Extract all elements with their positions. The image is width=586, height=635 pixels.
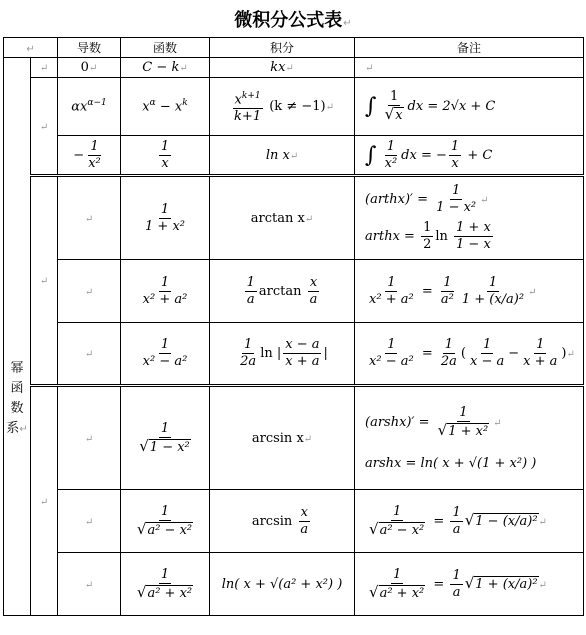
cell-derivative: ↵ — [58, 176, 121, 260]
cell-note: 1 √ a² − x² = $\frac{1}{a}$ √ 1 − (x/a)²↵ — [355, 490, 584, 553]
cell-function: 1 √ a² − x² — [121, 490, 210, 553]
cell-function: $\frac{1}{x}$ — [121, 136, 210, 176]
header-integral: 积分 — [210, 38, 355, 58]
cell-derivative: ↵ — [58, 490, 121, 553]
side-label: 幂 函 数 系↵ — [4, 58, 31, 616]
cell-function: $\frac{1}{\text{1 + x²}}$ — [121, 176, 210, 260]
table-row — [4, 176, 584, 260]
table-row — [4, 260, 584, 323]
formula-table — [3, 37, 584, 616]
group-mark: ↵ — [31, 386, 58, 616]
cell-note: ∫ 1 √ x dx = 2√x + C — [355, 78, 584, 136]
header-notes: 备注 — [355, 38, 584, 58]
header-function: 函数 — [121, 38, 210, 58]
header-derivative: 导数 — [58, 38, 121, 58]
cell-function: $\frac{1}{\text{x² − a²}}$ — [121, 323, 210, 386]
cell-note: (arthx)′ = $\frac{1}{\text{1 − x²}}$ ↵ arthx = $\frac{1}{2}$ ln $\frac{1 + x}{1 - x}$ — [355, 176, 584, 260]
cell-function: C − k↵ — [121, 58, 210, 78]
table-row — [4, 78, 584, 136]
cell-integral: arctan x↵ — [210, 176, 355, 260]
header-row — [4, 38, 584, 58]
cell-integral: ln( x + √(a² + x²) ) — [210, 553, 355, 616]
header-blank: ↵ — [4, 38, 58, 58]
cell-derivative: − $\frac{1}{\text{x²}}$ — [58, 136, 121, 176]
cell-derivative: ↵ — [58, 553, 121, 616]
table-row — [4, 386, 584, 490]
cell-integral: $\frac{x^{k+1}}{k+1}$ (k ≠ −1)↵ — [210, 78, 355, 136]
cell-derivative: ↵ — [58, 323, 121, 386]
page-title: 微积分公式表↵ — [234, 10, 352, 31]
cell-integral: arcsin x↵ — [210, 386, 355, 490]
group-mark: ↵ — [31, 78, 58, 176]
cell-derivative: 0↵ — [58, 58, 121, 78]
table-row — [4, 58, 584, 78]
table-row — [4, 323, 584, 386]
cell-note: (arshx)′ = 1 √ 1 + x² ↵ arshx = ln( x + √(1 + x²) ) — [355, 386, 584, 490]
cell-note: $\frac{1}{\text{x² − a²}}$ = $\frac{1}{2a}$ ( $\frac{1}{x - a}$ − $\frac{1}{x + a}$ )↵ — [355, 323, 584, 386]
group-mark: ↵ — [31, 58, 58, 78]
cell-function: 1 √ 1 − x² — [121, 386, 210, 490]
table-row — [4, 136, 584, 176]
cell-note: $\frac{1}{\text{x² + a²}}$ = $\frac{1}{\text{a²}}$ $\frac{1}{\text{1 + (x/a)²}}$ ↵ — [355, 260, 584, 323]
cell-function: 1 √ a² + x² — [121, 553, 210, 616]
cell-derivative: ↵ — [58, 386, 121, 490]
cell-function: $x^\alpha - x^k$ — [121, 78, 210, 136]
cell-derivative: $\alpha x^{\alpha-1}$ — [58, 78, 121, 136]
cell-integral: arcsin $\frac{x}{a}$ — [210, 490, 355, 553]
cell-integral: $\frac{1}{a}$ arctan $\frac{x}{a}$ — [210, 260, 355, 323]
cell-note: ∫ $\frac{1}{\text{x²}}$ dx = − $\frac{1}{x}$ + C — [355, 136, 584, 176]
cell-function: $\frac{1}{\text{x² + a²}}$ — [121, 260, 210, 323]
cell-derivative: ↵ — [58, 260, 121, 323]
cell-integral: ln x↵ — [210, 136, 355, 176]
group-mark: ↵ — [31, 176, 58, 386]
cell-note: ↵ — [355, 58, 584, 78]
cell-integral: kx↵ — [210, 58, 355, 78]
table-row — [4, 490, 584, 553]
cell-integral: $\frac{1}{2a}$ ln | $\frac{x - a}{x + a}$ | — [210, 323, 355, 386]
cell-note: 1 √ a² + x² = $\frac{1}{a}$ √ 1 + (x/a)²↵ — [355, 553, 584, 616]
table-row — [4, 553, 584, 616]
